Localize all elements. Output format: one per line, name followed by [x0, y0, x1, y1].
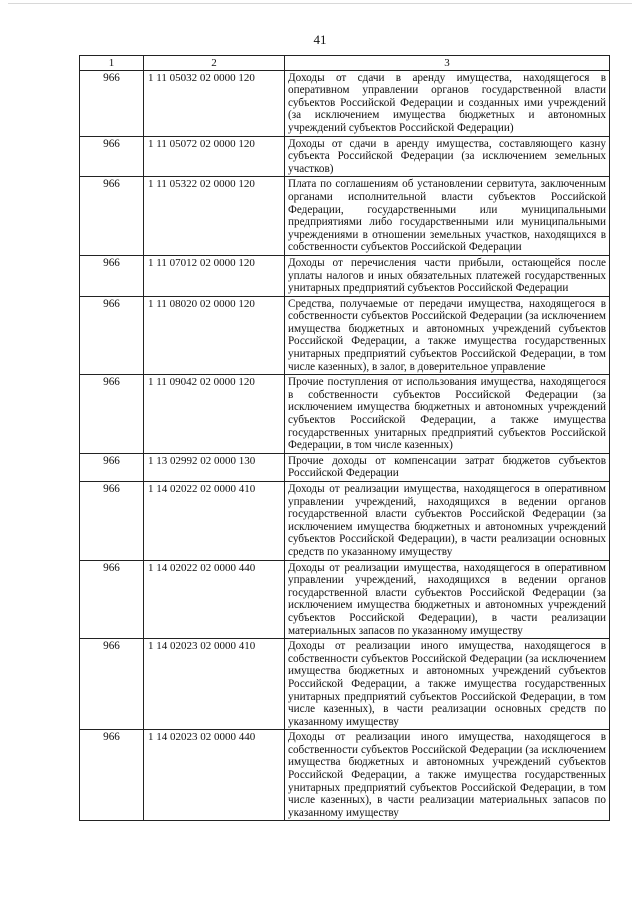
revenue-name-cell: Доходы от реализации имущества, находящегося в оперативном управлении учреждений, находящихся в ведении органов государственной власти субъектов Российской Федерации (за исключением имущества бюджетных и автономных учреждений субъектов Российской Федерации), в части реализации материальных запасов по указанному имуществу	[285, 560, 610, 639]
revenue-name-cell: Доходы от реализации имущества, находящегося в оперативном управлении учреждений, находящихся в ведении органов государственной власти субъектов Российской Федерации (за исключением имущества бюджетных и автономных учреждений субъектов Российской Федерации), в части реализации основных средств по указанному имуществу	[285, 482, 610, 561]
revenue-name-cell: Доходы от сдачи в аренду имущества, находящегося в оперативном управлении органов государственной власти субъектов Российской Федерации и созданных ими учреждений (за исключением имущества бюджетных и автономных учреждений субъектов Российской Федерации)	[285, 70, 610, 136]
admin-code-cell: 966	[80, 730, 144, 821]
table-row	[80, 177, 610, 256]
table-row	[80, 70, 610, 136]
revenue-name-cell: Прочие поступления от использования имущества, находящегося в собственности субъектов Российской Федерации (за исключением имущества бюджетных и автономных учреждений субъектов Российской Федерации, а также имущества государственных унитарных предприятий субъектов Российской Федерации, в том числе казенных)	[285, 375, 610, 454]
table-row	[80, 136, 610, 177]
budget-classification-code-cell: 1 11 05072 02 0000 120	[144, 136, 285, 177]
budget-classification-code-cell: 1 13 02992 02 0000 130	[144, 453, 285, 481]
revenue-name-cell: Доходы от реализации иного имущества, находящегося в собственности субъектов Российской Федерации (за исключением имущества бюджетных и автономных учреждений субъектов Российской Федерации, а также имущества государственных унитарных предприятий субъектов Российской Федерации, в том числе казенных), в части реализации основных средств по указанному имуществу	[285, 639, 610, 730]
table-row	[80, 453, 610, 481]
table-row	[80, 730, 610, 821]
budget-classification-code-cell: 1 11 05032 02 0000 120	[144, 70, 285, 136]
scan-edge-line	[8, 3, 632, 4]
column-header-2: 2	[144, 56, 285, 71]
column-header-3: 3	[285, 56, 610, 71]
revenue-name-cell: Доходы от сдачи в аренду имущества, составляющего казну субъекта Российской Федерации (за исключением земельных участков)	[285, 136, 610, 177]
budget-classification-code-cell: 1 14 02023 02 0000 410	[144, 639, 285, 730]
revenue-name-cell: Доходы от реализации иного имущества, находящегося в собственности субъектов Российской Федерации (за исключением имущества бюджетных и автономных учреждений субъектов Российской Федерации, а также имущества государственных унитарных предприятий субъектов Российской Федерации, в том числе казенных), в части реализации материальных запасов по указанному имуществу	[285, 730, 610, 821]
budget-classification-code-cell: 1 14 02023 02 0000 440	[144, 730, 285, 821]
table-row	[80, 482, 610, 561]
table-row	[80, 255, 610, 296]
admin-code-cell: 966	[80, 255, 144, 296]
table-row	[80, 296, 610, 375]
admin-code-cell: 966	[80, 639, 144, 730]
budget-classification-code-cell: 1 14 02022 02 0000 440	[144, 560, 285, 639]
admin-code-cell: 966	[80, 453, 144, 481]
budget-classification-code-cell: 1 11 09042 02 0000 120	[144, 375, 285, 454]
page-number: 41	[313, 32, 327, 47]
revenue-name-cell: Доходы от перечисления части прибыли, остающейся после уплаты налогов и иных обязательных платежей государственных унитарных предприятий субъектов Российской Федерации	[285, 255, 610, 296]
table-body	[80, 70, 610, 821]
revenue-name-cell: Средства, получаемые от передачи имущества, находящегося в собственности субъектов Российской Федерации (за исключением имущества бюджетных и автономных учреждений субъектов Российской Федерации, а также имущества государственных унитарных предприятий субъектов Российской Федерации, в том числе казенных), в залог, в доверительное управление	[285, 296, 610, 375]
admin-code-cell: 966	[80, 560, 144, 639]
table-row	[80, 560, 610, 639]
admin-code-cell: 966	[80, 70, 144, 136]
table-row	[80, 375, 610, 454]
budget-classification-code-cell: 1 11 07012 02 0000 120	[144, 255, 285, 296]
revenue-name-cell: Плата по соглашениям об установлении сервитута, заключенным органами исполнительной власти субъектов Российской Федерации, государственными или муниципальными предприятиями либо государственными или муниципальными учреждениями в отношении земельных участков, находящихся в собственности субъектов Российской Федерации	[285, 177, 610, 256]
column-header-1: 1	[80, 56, 144, 71]
admin-code-cell: 966	[80, 375, 144, 454]
budget-classification-code-cell: 1 11 05322 02 0000 120	[144, 177, 285, 256]
budget-classification-code-cell: 1 14 02022 02 0000 410	[144, 482, 285, 561]
table-row	[80, 639, 610, 730]
admin-code-cell: 966	[80, 136, 144, 177]
column-number-row	[80, 56, 610, 71]
revenue-codes-table	[79, 55, 610, 821]
revenue-name-cell: Прочие доходы от компенсации затрат бюджетов субъектов Российской Федерации	[285, 453, 610, 481]
budget-classification-code-cell: 1 11 08020 02 0000 120	[144, 296, 285, 375]
admin-code-cell: 966	[80, 296, 144, 375]
admin-code-cell: 966	[80, 482, 144, 561]
admin-code-cell: 966	[80, 177, 144, 256]
